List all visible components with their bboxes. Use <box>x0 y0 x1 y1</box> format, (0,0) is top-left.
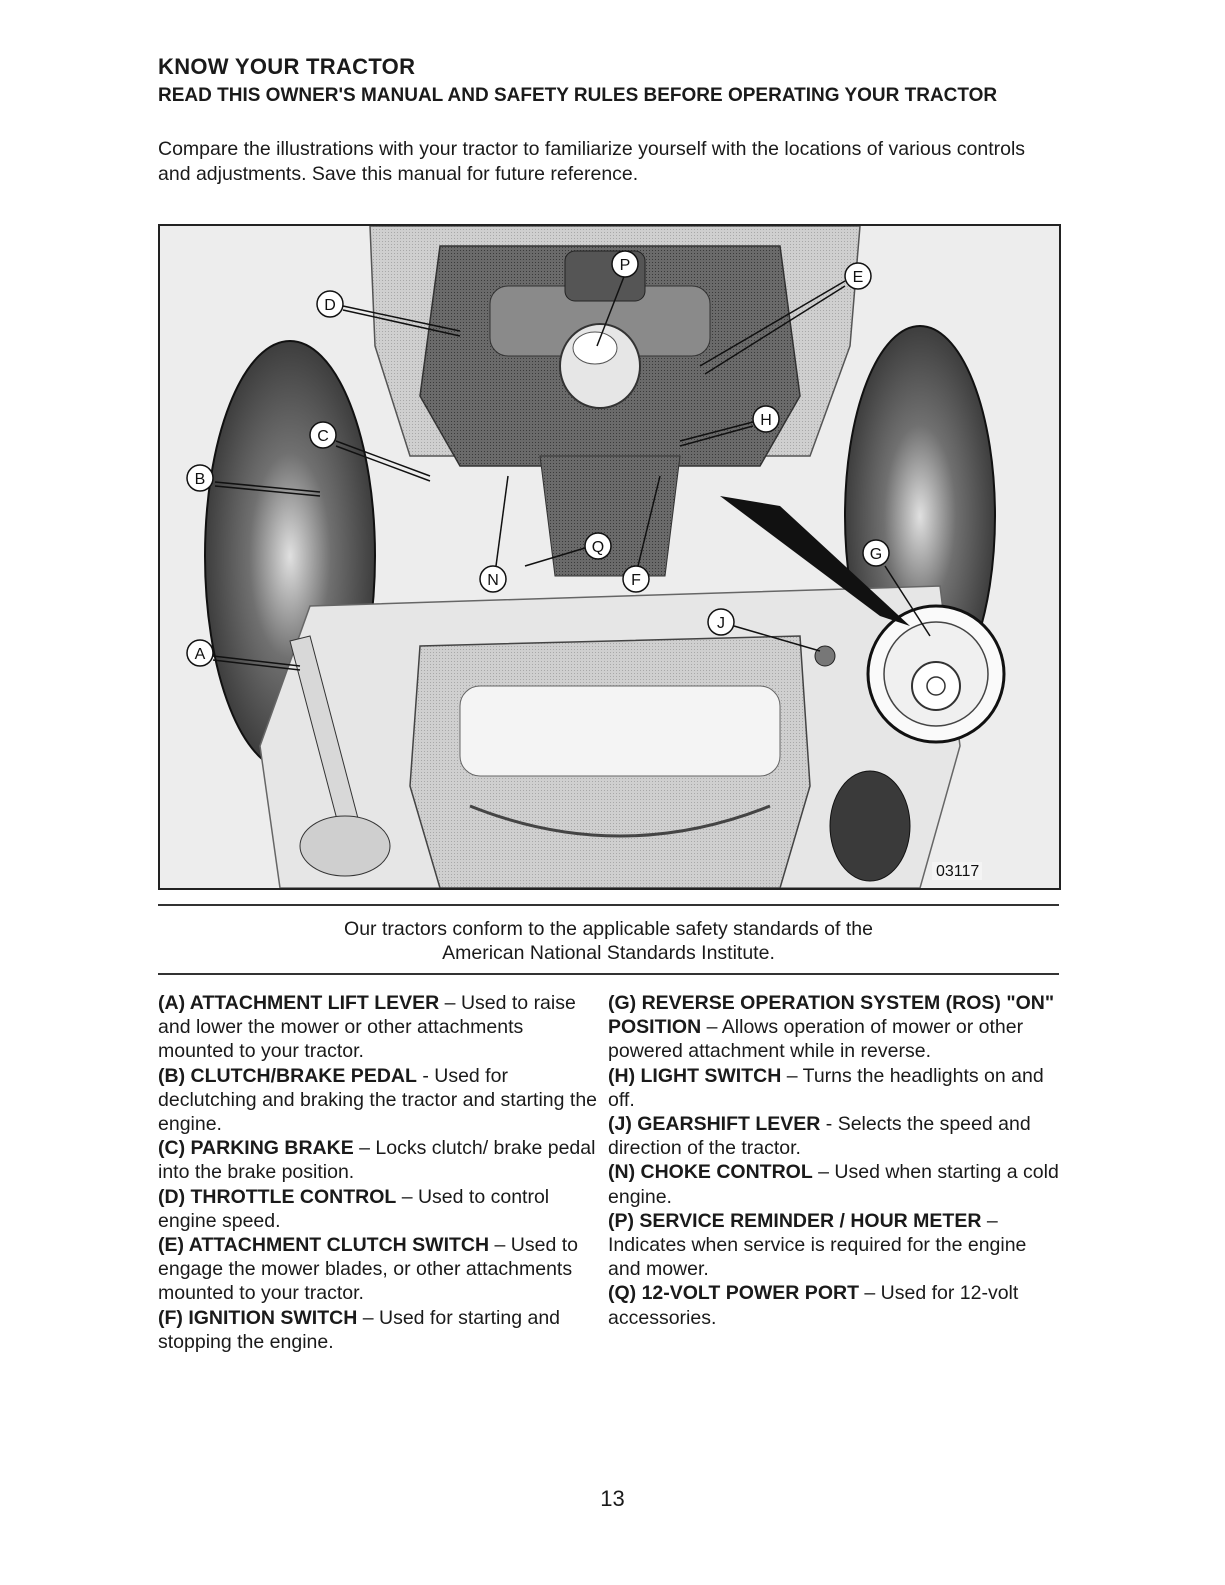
page-number: 13 <box>600 1486 625 1511</box>
callout-q: Q <box>591 539 605 556</box>
callout-e: E <box>852 269 864 286</box>
item-text: - Used for declutching and braking the tractor and starting the engine. <box>158 1064 598 1136</box>
item-text: – Turns the headlights on and off. <box>608 1064 1044 1111</box>
item-light-switch <box>608 1064 1063 1112</box>
item-label: (C) PARKING BRAKE <box>158 1137 354 1160</box>
callout-b: B <box>194 471 206 488</box>
item-text: – Used to control engine speed. <box>158 1185 550 1232</box>
item-service-reminder <box>608 1209 1063 1282</box>
item-text: – Allows operation of mower or other powered attachment while in reverse. <box>608 1016 1024 1063</box>
conformance-note <box>158 917 1059 965</box>
item-attachment-lift-lever <box>158 991 598 1064</box>
item-choke-control <box>608 1160 1063 1208</box>
item-power-port <box>608 1281 1063 1329</box>
item-label: (P) SERVICE REMINDER / HOUR METER <box>608 1209 982 1232</box>
controls-list-right <box>608 991 1063 1330</box>
callout-h: H <box>760 412 772 429</box>
callout-p: P <box>619 257 631 274</box>
item-ignition-switch <box>158 1306 598 1354</box>
figure-number: 03117 <box>936 863 980 880</box>
item-label: (G) REVERSE OPERATION SYSTEM (ROS) "ON" POSITION <box>608 992 1055 1039</box>
item-reverse-operation-system <box>608 991 1063 1064</box>
item-label: (D) THROTTLE CONTROL <box>158 1185 397 1208</box>
page-subtitle: READ THIS OWNER'S MANUAL AND SAFETY RULES BEFORE OPERATING YOUR TRACTOR <box>158 85 998 106</box>
controls-list-left <box>158 991 598 1354</box>
page-title: KNOW YOUR TRACTOR <box>158 54 416 79</box>
item-text: – Used when starting a cold engine. <box>608 1161 1059 1208</box>
item-gearshift-lever <box>608 1112 1063 1160</box>
item-label: (J) GEARSHIFT LEVER <box>608 1113 821 1136</box>
item-text: – Used for starting and stopping the engine. <box>158 1306 561 1353</box>
callout-c: C <box>317 428 329 445</box>
item-text: – Locks clutch/ brake pedal into the brake position. <box>158 1137 596 1184</box>
item-label: (A) ATTACHMENT LIFT LEVER <box>158 992 440 1014</box>
item-parking-brake <box>158 1136 598 1184</box>
bottom-divider <box>158 973 1059 975</box>
callout-f: F <box>631 572 641 589</box>
item-clutch-brake-pedal <box>158 1064 598 1137</box>
item-throttle-control <box>158 1185 598 1233</box>
item-text: – Indicates when service is required for the engine and mower. <box>608 1209 1027 1281</box>
tractor-illustration <box>158 224 1061 890</box>
item-label: (N) CHOKE CONTROL <box>608 1161 813 1184</box>
item-attachment-clutch-switch <box>158 1233 598 1306</box>
item-label: (Q) 12-VOLT POWER PORT <box>608 1282 859 1305</box>
tractor-drawing <box>160 226 1059 888</box>
item-label: (E) ATTACHMENT CLUTCH SWITCH <box>158 1234 490 1257</box>
intro-paragraph: Compare the illustrations with your tractor to familiarize yourself with the locations of various controls and adjustments. Save this manual for future reference. <box>158 138 1026 185</box>
item-text: – Used to engage the mower blades, or other attachments mounted to your tractor. <box>158 1234 578 1305</box>
item-label: (H) LIGHT SWITCH <box>608 1064 782 1087</box>
callout-j: J <box>717 615 725 632</box>
top-divider <box>158 904 1059 906</box>
callout-g: G <box>869 546 883 563</box>
callout-a: A <box>194 646 206 663</box>
item-text: - Selects the speed and direction of the tractor. <box>608 1113 1031 1160</box>
item-label: (F) IGNITION SWITCH <box>158 1306 358 1329</box>
conformance-line-1: Our tractors conform to the applicable safety standards of the <box>344 918 873 940</box>
callout-n: N <box>487 572 499 589</box>
item-text: – Used to raise and lower the mower or other attachments mounted to your tractor. <box>158 992 576 1063</box>
item-label: (B) CLUTCH/BRAKE PEDAL <box>158 1064 417 1087</box>
callout-d: D <box>324 297 336 314</box>
conformance-line-2: American National Standards Institute. <box>442 942 775 964</box>
item-text: – Used for 12-volt accessories. <box>608 1282 1019 1329</box>
